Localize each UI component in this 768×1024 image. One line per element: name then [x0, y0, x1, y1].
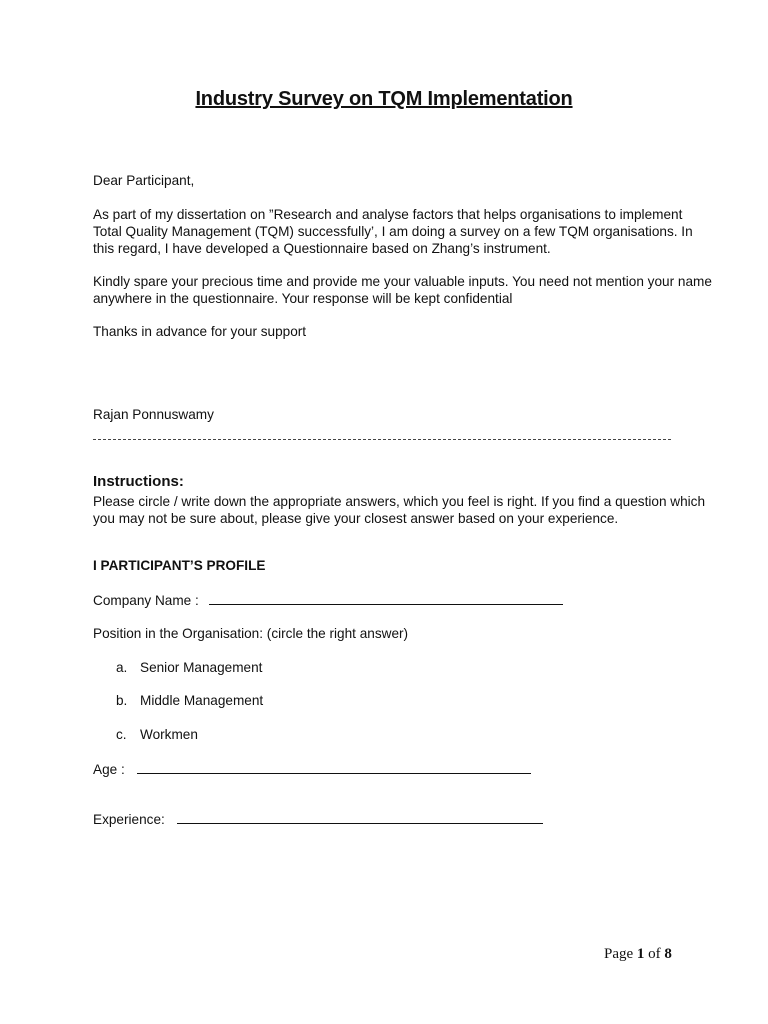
- page-word: Page: [604, 946, 634, 962]
- option-label: Workmen: [140, 727, 198, 742]
- company-name-blank[interactable]: [209, 592, 563, 605]
- page-footer: [604, 946, 672, 963]
- intro-paragraph: [93, 206, 693, 257]
- age-label: Age :: [93, 762, 125, 777]
- company-name-label: Company Name :: [93, 593, 199, 608]
- option-marker: c.: [116, 727, 127, 742]
- position-label: Position in the Organisation: (circle the right answer): [93, 626, 409, 641]
- dashed-separator: [93, 439, 671, 440]
- instructions-body: [93, 493, 706, 527]
- company-name-field: [93, 592, 563, 608]
- instructions-line: you may not be sure about, please give your closest answer based on your experience.: [93, 511, 619, 526]
- section-heading: I PARTICIPANT’S PROFILE: [93, 558, 266, 573]
- instructions-line: Please circle / write down the appropriate answers, which you feel is right. If you find a question which: [93, 494, 706, 509]
- intro-line: Total Quality Management (TQM) successfully’, I am doing a survey on a few TQM organisations. In: [93, 224, 693, 239]
- of-word: of: [648, 946, 661, 962]
- intro-line: this regard, I have developed a Questionnaire based on Zhang’s instrument.: [93, 241, 551, 256]
- position-option-workmen[interactable]: [116, 727, 198, 742]
- thanks-text: Thanks in advance for your support: [93, 324, 307, 339]
- total-pages-number: 8: [664, 946, 672, 962]
- option-label: Senior Management: [140, 660, 263, 675]
- experience-field: [93, 811, 543, 827]
- position-option-senior[interactable]: [116, 660, 262, 675]
- request-paragraph: [93, 273, 712, 307]
- instructions-heading: Instructions:: [93, 473, 184, 490]
- experience-blank[interactable]: [177, 811, 543, 824]
- signature-name: Rajan Ponnuswamy: [93, 407, 214, 422]
- option-marker: a.: [116, 660, 128, 675]
- age-blank[interactable]: [137, 761, 531, 774]
- request-line: Kindly spare your precious time and provide me your valuable inputs. You need not mention your name: [93, 274, 712, 289]
- greeting: Dear Participant,: [93, 173, 195, 188]
- option-marker: b.: [116, 693, 128, 708]
- age-field: [93, 761, 531, 777]
- current-page-number: 1: [636, 946, 645, 962]
- position-option-middle[interactable]: [116, 693, 263, 708]
- experience-label: Experience:: [93, 812, 165, 827]
- document-title: Industry Survey on TQM Implementation: [195, 88, 573, 110]
- intro-line: As part of my dissertation on ”Research and analyse factors that helps organisations to implement: [93, 207, 683, 222]
- request-line: anywhere in the questionnaire. Your response will be kept confidential: [93, 291, 513, 306]
- option-label: Middle Management: [140, 693, 264, 708]
